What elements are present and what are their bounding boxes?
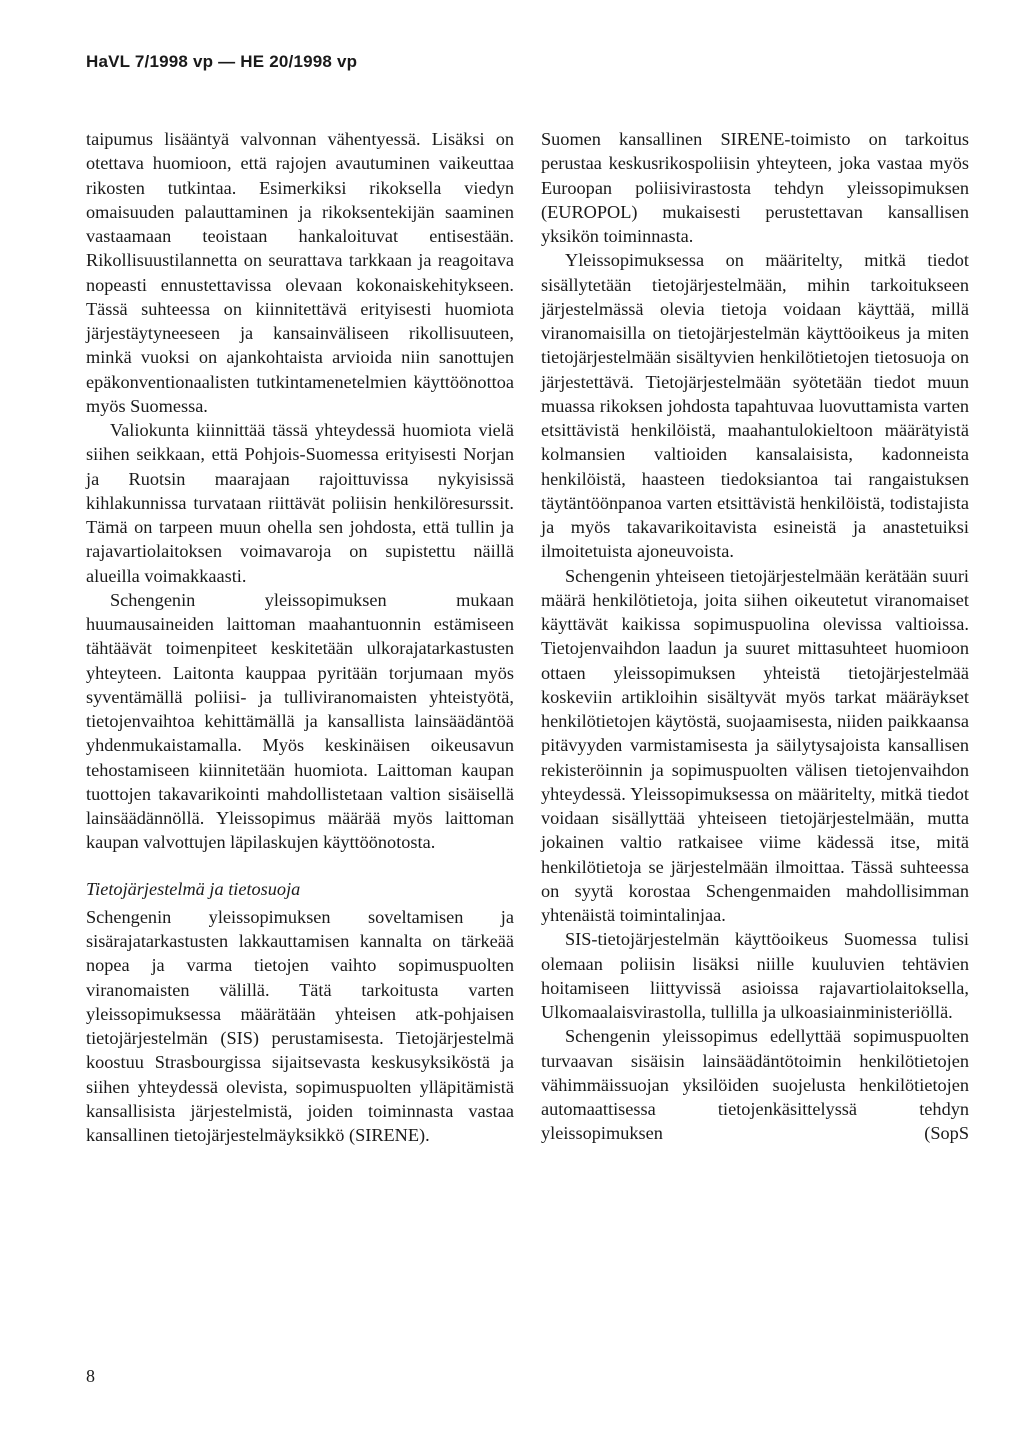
left-column — [86, 127, 514, 1147]
paragraph: Valiokunta kiinnittää tässä yhteydessä huomiota vielä siihen seikkaan, että Pohjois-Suomessa erityisesti Norjan ja Ruotsin maarajaan rajoittuvissa nykyisissä kihlakunnissa turvataan riittävät poliisin henkilöresurssit. Tämä on tarpeen muun ohella sen johdosta, että tullin ja rajavartiolaitoksen voimavaroja on supistettu näillä alueilla voimakkaasti. — [86, 420, 514, 586]
section-heading: Tietojärjestelmä ja tietosuoja — [86, 878, 301, 899]
paragraph: SIS-tietojärjestelmän käyttöoikeus Suomessa tulisi olemaan poliisin lisäksi niille kuuluvien tehtävien hoitamiseen liittyvissä asioissa rajavartiolaitoksella, Ulkomaalaisvirastolla, tullilla ja ulkoasiainministeriöllä. — [541, 929, 969, 1022]
paragraph: Suomen kansallinen SIRENE-toimisto on tarkoitus perustaa keskusrikospoliisin yhteyteen, joka vastaa myös Euroopan poliisivirastosta tehdyn yleissopimuksen (EUROPOL) mukaisesti perustettavan kansallisen yksikön toiminnasta. — [541, 129, 969, 246]
paragraph: taipumus lisääntyä valvonnan vähentyessä. Lisäksi on otettava huomioon, että rajojen avautuminen vaikeuttaa rikosten tutkintaa. Esimerkiksi rikoksella viedyn omaisuuden palauttaminen ja rikoksentekijän saaminen vastaamaan teoistaan hankaloituvat entisestään. Rikollisuustilannetta on seurattava tarkkaan ja reagoitava nopeasti ennustettavissa olevaan kokonaiskehitykseen. Tässä suhteessa on kiinnitettävä erityisesti huomiota järjestäytyneeseen ja kansainväliseen rikollisuuteen, minkä vuoksi on ajankohtaista arvioida niin sanottujen epäkonventionaalisten tutkintamenetelmien käyttöönottoa myös Suomessa. — [86, 129, 514, 416]
paragraph: Schengenin yleissopimuksen mukaan huumausaineiden laittoman maahantuonnin estämiseen tähtäävät toimenpiteet keskitetään ulkorajatarkastusten yhteyteen. Laitonta kauppaa pyritään torjumaan myös syventämällä poliisi- ja tulliviranomaisten yhteistyötä, tietojenvaihtoa kehittämällä ja kansallista lainsäädäntöä yhdenmukaistamalla. Myös keskinäisen oikeusavun tehostamiseen kiinnitetään huomiota. Laittoman kaupan tuottojen takavarikointi mahdollistetaan valtion sisäisellä lainsäädännöllä. Yleissopimus määrää myös laittoman kaupan valvottujen läpilaskujen käyttöönotosta. — [86, 589, 514, 853]
paragraph: Schengenin yleissopimuksen soveltamisen ja sisärajatarkastusten lakkauttamisen kannalta on tärkeää nopea ja varma tietojen vaihto sopimuspuolten viranomaisten välillä. Tätä tarkoitusta varten yleissopimuksessa määrätään yhteisen atk-pohjaisen tietojärjestelmän (SIS) perustamisesta. Tietojärjestelmä koostuu Strasbourgissa sijaitsevasta keskusyksiköstä ja siihen yhteydessä olevista, sopimuspuolten ylläpitämistä kansallisista järjestelmistä, joiden toiminnasta vastaa kansallinen tietojärjestelmäyksikkö (SIRENE). — [86, 906, 514, 1145]
paragraph: Yleissopimuksessa on määritelty, mitkä tiedot sisällytetään tietojärjestelmään, mihin tarkoitukseen järjestelmässä olevia tietoja voidaan käyttää, millä viranomaisilla on tietojärjestelmän käyttöoikeus ja miten tietojärjestelmään sisältyvien henkilötietojen tietosuoja on järjestettävä. Tietojärjestelmään syötetään tiedot muun muassa rikoksen johdosta tapahtuvaa luovuttamista varten etsittävistä henkilöistä, maahantulokieltoon määrätyistä kolmansien valtioiden kansalaisista, kadonneista henkilöistä, haasteen tiedoksiantoa tai rangaistuksen täytäntöönpanoa varten etsittävistä henkilöistä, todistajista ja myös takavarikoitavista esineistä ja anastetuiksi ilmoitetuista ajoneuvoista. — [541, 250, 969, 562]
page-number: 8 — [86, 1366, 95, 1386]
page-header: HaVL 7/1998 vp — HE 20/1998 vp — [86, 52, 358, 71]
paragraph: Schengenin yleissopimus edellyttää sopimuspuolten turvaavan sisäisin lainsäädäntötoimin henkilötietojen vähimmäissuojan yksilöiden suojelusta henkilötietojen automaattisessa tietojenkäsittelyssä tehdyn yleissopimuksen (SopS — [541, 1026, 969, 1144]
right-column — [541, 127, 969, 1146]
paragraph: Schengenin yhteiseen tietojärjestelmään kerätään suuri määrä henkilötietoja, joita siihen oikeutetut viranomaiset käyttävät kaikissa sopimuspuolina olevissa valtioissa. Tietojenvaihdon laadun ja suuret mittasuhteet huomioon ottaen yleissopimuksen yhteistä tietojärjestelmää koskeviin artikloihin sisältyvät myös tarkat määräykset henkilötietojen käytöstä, suojaamisesta, niiden paikkaansa pitävyyden varmistamisesta ja säilytysajoista kansallisen rekisteröinnin ja sopimuspuolten välisen tietojenvaihdon yhteydessä. Yleissopimuksessa on määritelty, mitkä tiedot voidaan sisällyttää yhteiseen tietojärjestelmään, mutta jokainen valtio ratkaisee viime kädessä itse, mitä henkilötietoja se järjestelmään ilmoittaa. Tässä suhteessa on syytä korostaa Schengenmaiden mahdollisimman yhtenäistä toimintalinjaa. — [541, 565, 969, 925]
